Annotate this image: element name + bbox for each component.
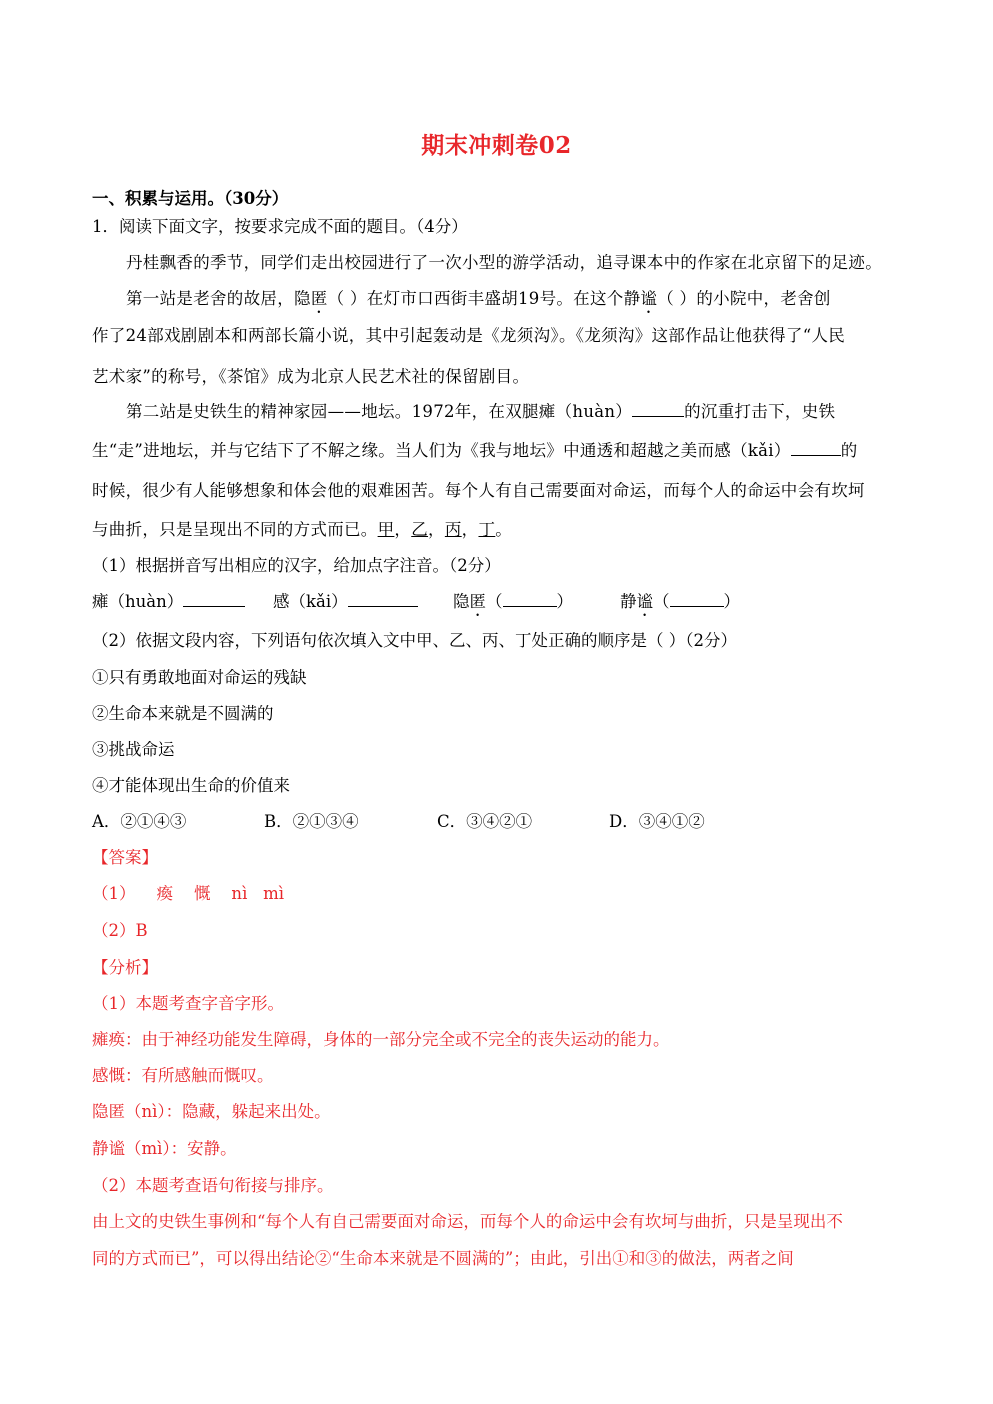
dotted-char: 谧 [640, 289, 658, 308]
option-d: D．③④①② [609, 812, 705, 831]
passage-paragraph-3-line-2 [92, 441, 858, 461]
separator: 。 [495, 520, 513, 539]
question-1-prompt: 1．阅读下面文字，按要求完成不面的题目。（4分） [92, 217, 468, 236]
fill-label: （ [653, 592, 670, 611]
fill-label: 瘫（huàn） [92, 592, 184, 611]
sub-question-1: （1）根据拼音写出相应的汉字，给加点字注音。（2分） [92, 556, 501, 575]
answer-blank [503, 592, 557, 607]
fill-label: 静 [620, 592, 637, 611]
text-run: 第二站是史铁生的精神家园——地坛。1972年，在双腿瘫（huàn） [126, 402, 633, 421]
passage-paragraph-3-line-4 [92, 520, 512, 540]
analysis-line: 瘫痪：由于神经功能发生障碍，身体的一部分完全或不完全的丧失运动的能力。 [92, 1030, 670, 1049]
fill-label: ） [723, 592, 740, 611]
fill-label: 感（kǎi） [273, 592, 348, 611]
separator: ， [461, 520, 479, 539]
separator: ， [428, 520, 445, 539]
separator: ， [394, 520, 412, 539]
answer-blank [791, 441, 841, 456]
slot-bing: 丙 [444, 520, 462, 539]
sentence-item: ③挑战命运 [92, 740, 175, 759]
dotted-char: 匿 [310, 289, 328, 308]
text-run: 生“走”进地坛，并与它结下了不解之缘。当人们为《我与地坛》中通透和超越之美而感（kǎi） [92, 441, 791, 460]
section-heading: 一、积累与运用。（30分） [92, 189, 289, 208]
dotted-char: 匿 [469, 592, 486, 611]
answer-blank [670, 592, 724, 607]
slot-jia: 甲 [377, 520, 395, 539]
fill-item-b [273, 592, 418, 612]
answer-2: （2）B [92, 921, 148, 940]
fill-label: 隐 [453, 592, 470, 611]
slot-yi: 乙 [411, 520, 429, 539]
sentence-item: ④才能体现出生命的价值来 [92, 776, 290, 795]
dotted-char: 谧 [636, 592, 653, 611]
answer-label: 【答案】 [92, 848, 158, 867]
answer-blank [183, 592, 245, 607]
passage-paragraph-2-line-2: 作了24部戏剧剧本和两部长篇小说，其中引起轰动是《龙须沟》。《龙须沟》这部作品让他获得了“人民 [92, 326, 846, 345]
slot-ding: 丁 [478, 520, 496, 539]
passage-paragraph-3-line-3: 时候，很少有人能够想象和体会他的艰难困苦。每个人有自己需要面对命运，而每个人的命运中会有坎坷 [92, 481, 865, 500]
passage-paragraph-3-line-1 [126, 402, 835, 422]
fill-label: ） [556, 592, 573, 611]
passage-paragraph-2-line-3: 艺术家”的称号，《茶馆》成为北京人民艺术社的保留剧目。 [92, 367, 530, 386]
sentence-item: ②生命本来就是不圆满的 [92, 704, 274, 723]
text-run: （ ）的小院中，老舍创 [657, 289, 831, 308]
passage-paragraph-1: 丹桂飘香的季节，同学们走出校园进行了一次小型的游学活动，追寻课本中的作家在北京留下的足迹。 [126, 253, 882, 272]
analysis-line: （1）本题考查字音字形。 [92, 994, 284, 1013]
analysis-line: 感慨：有所感触而慨叹。 [92, 1066, 274, 1085]
option-a: A．②①④③ [92, 812, 187, 831]
answer-blank [632, 402, 684, 417]
analysis-line: （2）本题考查语句衔接与排序。 [92, 1176, 334, 1195]
fill-item-c [453, 592, 573, 620]
analysis-line: 静谧（mì）：安静。 [92, 1139, 237, 1158]
text-run: （ ）在灯市口西街丰盛胡19号。在这个静 [327, 289, 641, 308]
answer-blank [348, 592, 418, 607]
text-run: 的 [840, 441, 858, 460]
fill-label: （ [486, 592, 503, 611]
page-title: 期末冲刺卷02 [421, 132, 572, 159]
passage-paragraph-2-line-1 [126, 289, 831, 317]
fill-item-d [620, 592, 740, 620]
sub-question-2: （2）依据文段内容，下列语句依次填入文中甲、乙、丙、丁处正确的顺序是（ ）（2分） [92, 631, 737, 650]
analysis-line: 隐匿（nì）：隐藏，躲起来出处。 [92, 1102, 331, 1121]
analysis-line: 由上文的史铁生事例和“每个人有自己需要面对命运，而每个人的命运中会有坎坷与曲折，只是呈现出不 [92, 1212, 843, 1231]
analysis-label: 【分析】 [92, 958, 158, 977]
text-run: 与曲折，只是呈现出不同的方式而已。 [92, 520, 378, 539]
analysis-line: 同的方式而已”，可以得出结论②“生命本来就是不圆满的”；由此，引出①和③的做法，两者之间 [92, 1249, 794, 1268]
text-run: 第一站是老舍的故居，隐 [126, 289, 311, 308]
option-c: C．③④②① [437, 812, 533, 831]
option-b: B．②①③④ [264, 812, 359, 831]
fill-item-a [92, 592, 245, 612]
sentence-item: ①只有勇敢地面对命运的残缺 [92, 668, 307, 687]
answer-1: （1） 瘓 慨 nì mì [92, 884, 284, 903]
text-run: 的沉重打击下，史铁 [684, 402, 836, 421]
